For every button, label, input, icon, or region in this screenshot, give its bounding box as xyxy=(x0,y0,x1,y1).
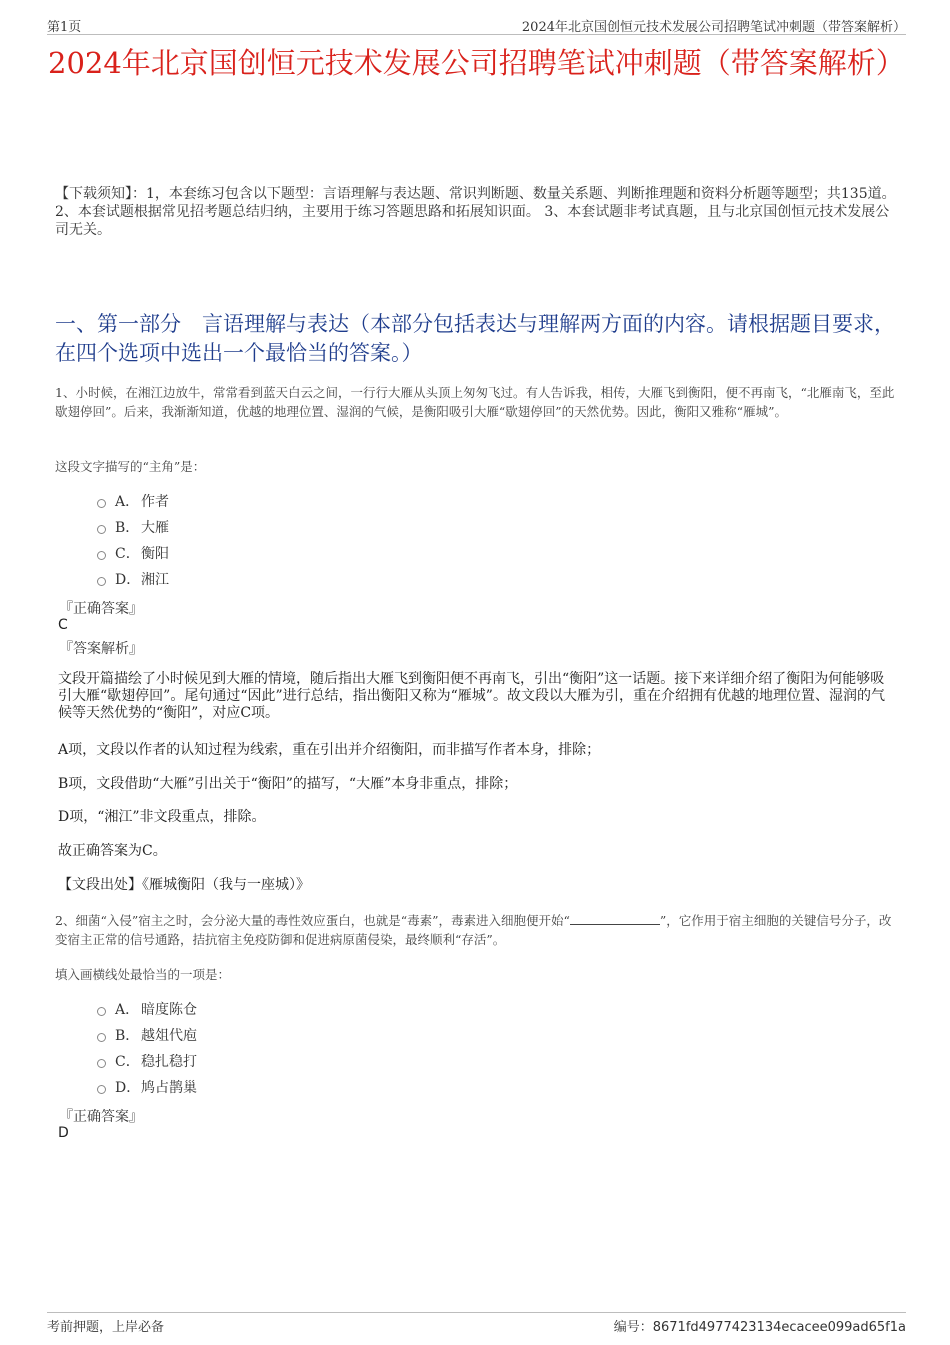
section-heading: 一、第一部分 言语理解与表达（本部分包括表达与理解两方面的内容。请根据题目要求，在四个选项中选出一个最恰当的答案。） xyxy=(55,312,895,365)
footer-code xyxy=(614,1316,906,1335)
footer-slogan: 考前押题，上岸必备 xyxy=(47,1320,165,1335)
q1-analysis-label: 『答案解析』 xyxy=(59,641,143,657)
fill-in-blank xyxy=(570,912,660,925)
header-doc-title: 2024年北京国创恒元技术发展公司招聘笔试冲刺题（带答案解析） xyxy=(521,20,906,35)
radio-icon[interactable] xyxy=(97,499,106,508)
radio-icon[interactable] xyxy=(97,1033,106,1042)
option-letter: C． xyxy=(115,1054,140,1070)
q1-option-b[interactable] xyxy=(97,517,169,537)
option-letter: B． xyxy=(115,520,140,536)
option-text: 衡阳 xyxy=(141,546,169,562)
question-2-prompt: 填入画横线处最恰当的一项是： xyxy=(55,967,231,982)
radio-icon[interactable] xyxy=(97,1085,106,1094)
q1-option-a[interactable] xyxy=(97,491,169,511)
q2-option-a[interactable] xyxy=(97,999,197,1019)
radio-icon[interactable] xyxy=(97,551,106,560)
question-2-stem xyxy=(55,911,903,949)
q1-option-d[interactable] xyxy=(97,569,169,589)
q2-option-d[interactable] xyxy=(97,1077,197,1097)
page-number: 第1页 xyxy=(47,20,82,35)
q2-stem-part-1: 2、细菌“入侵”宿主之时，会分泌大量的毒性效应蛋白，也就是“毒素”，毒素进入细胞便开始“ xyxy=(55,913,570,928)
radio-icon[interactable] xyxy=(97,577,106,586)
q2-answer-label: 『正确答案』 xyxy=(59,1109,143,1125)
q2-option-b[interactable] xyxy=(97,1025,197,1045)
q2-answer: D xyxy=(58,1125,69,1141)
radio-icon[interactable] xyxy=(97,525,106,534)
option-text: 暗度陈仓 xyxy=(141,1002,197,1018)
option-letter: B． xyxy=(115,1028,140,1044)
option-text: 稳扎稳打 xyxy=(141,1054,197,1070)
option-letter: A． xyxy=(115,494,140,510)
question-1-prompt: 这段文字描写的“主角”是： xyxy=(55,459,206,474)
q1-answer-label: 『正确答案』 xyxy=(59,601,143,617)
q2-option-c[interactable] xyxy=(97,1051,197,1071)
code-value: 8671fd4977423134ecacee099ad65f1a xyxy=(652,1320,906,1335)
page-footer xyxy=(47,1312,906,1337)
option-text: 湘江 xyxy=(141,572,169,588)
q1-analysis-d: D项，“湘江”非文段重点，排除。 xyxy=(58,809,266,825)
page-header xyxy=(47,14,906,35)
option-text: 作者 xyxy=(141,494,169,510)
download-notice: 【下载须知】：1，本套练习包含以下题型：言语理解与表达题、常识判断题、数量关系题、判断推理题和资料分析题等题型；共135道。 2、本套试题根据常见招考题总结归纳，主要用于练习答题思路和拓展知识面。 3、本套试题非考试真题，且与北京国创恒元技术发展公司无关。 xyxy=(55,186,896,238)
document-title: 2024年北京国创恒元技术发展公司招聘笔试冲刺题（带答案解析） xyxy=(48,46,905,80)
question-1-stem: 1、小时候，在湘江边放牛，常常看到蓝天白云之间，一行行大雁从头顶上匆匆飞过。有人告诉我，相传，大雁飞到衡阳，便不再南飞，“北雁南飞，至此歇翅停回”。后来，我渐渐知道，优越的地理位置、湿润的气候，是衡阳吸引大雁“歇翅停回”的天然优势。因此，衡阳又雅称“雁城”。 xyxy=(55,385,895,419)
radio-icon[interactable] xyxy=(97,1007,106,1016)
option-text: 鸠占鹊巢 xyxy=(141,1080,197,1096)
option-letter: A． xyxy=(115,1002,140,1018)
option-letter: D． xyxy=(115,572,141,588)
option-letter: D． xyxy=(115,1080,141,1096)
q1-analysis-paragraph: 文段开篇描绘了小时候见到大雁的情境，随后指出大雁飞到衡阳便不再南飞，引出“衡阳”这一话题。接下来详细介绍了衡阳为何能够吸引大雁“歇翅停回”。尾句通过“因此”进行总结，指出衡阳又称为“雁城”。故文段以大雁为引，重在介绍拥有优越的地理位置、湿润的气候等天然优势的“衡阳”，对应C项。 xyxy=(58,671,885,721)
q1-analysis-conclusion: 故正确答案为C。 xyxy=(58,843,167,859)
q1-answer: C xyxy=(58,617,68,633)
option-letter: C． xyxy=(115,546,140,562)
option-text: 越俎代庖 xyxy=(141,1028,197,1044)
q1-analysis-a: A项，文段以作者的认知过程为线索，重在引出并介绍衡阳，而非描写作者本身，排除； xyxy=(58,742,601,758)
q1-source: 【文段出处】《雁城衡阳（我与一座城）》 xyxy=(58,877,310,893)
radio-icon[interactable] xyxy=(97,1059,106,1068)
option-text: 大雁 xyxy=(141,520,169,536)
code-label: 编号： xyxy=(613,1320,653,1335)
q1-option-c[interactable] xyxy=(97,543,169,563)
q1-analysis-b: B项，文段借助“大雁”引出关于“衡阳”的描写，“大雁”本身非重点，排除； xyxy=(58,776,518,792)
q2-stem-part-2: ”，它作用于宿主细胞的关键信号分子，改变宿主正常的信号通路，拮抗宿主免疫防御和促进病原菌侵染，最终顺利“存活”。 xyxy=(55,913,892,947)
